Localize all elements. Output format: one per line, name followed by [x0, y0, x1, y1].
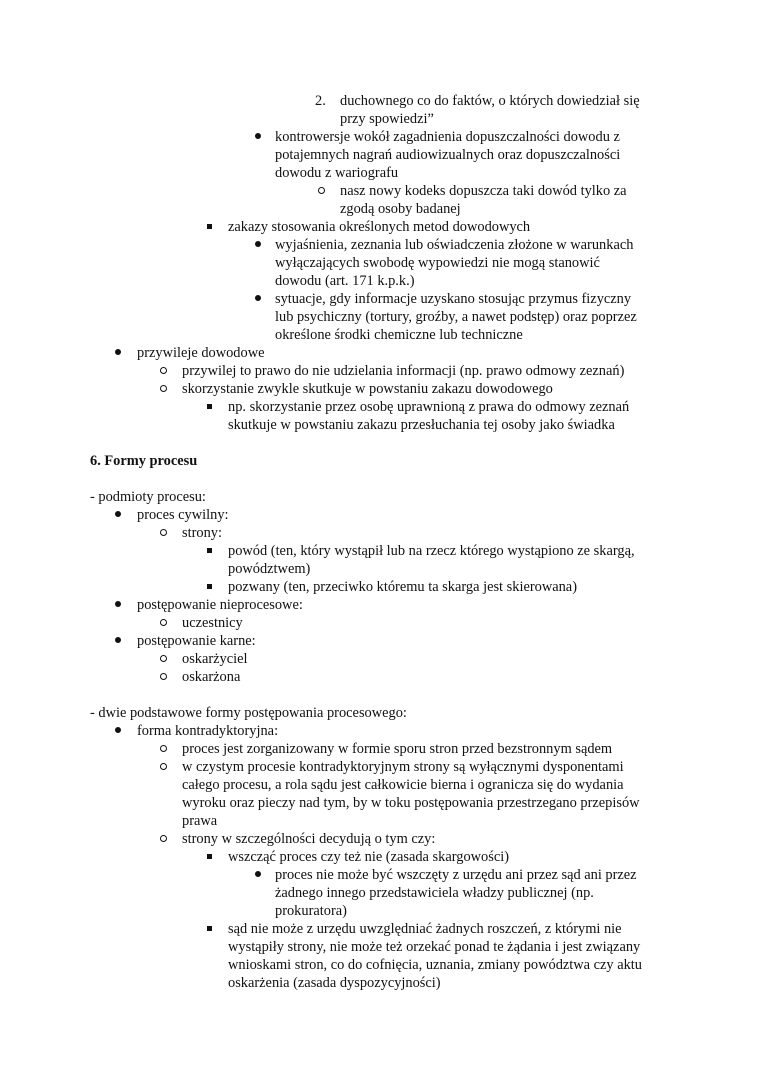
list-item-text: proces cywilny: — [137, 507, 229, 523]
bullet-dot-icon — [115, 637, 121, 643]
bullet-square-icon — [207, 404, 212, 409]
bullet-square-icon — [207, 548, 212, 553]
list-item-text: duchownego co do faktów, o których dowiedział się — [340, 93, 640, 109]
list-item-text: forma kontradyktoryjna: — [137, 723, 279, 739]
bullet-circle-icon — [160, 673, 167, 680]
bullet-circle-icon — [160, 763, 167, 770]
list-item-text: strony: — [182, 525, 222, 541]
list-item-text: sytuacje, gdy informacje uzyskano stosując przymus fizyczny — [275, 291, 632, 307]
list-item-text: dowodu z wariografu — [275, 165, 399, 181]
list-item-text: proces jest zorganizowany w formie sporu stron przed bezstronnym sądem — [182, 741, 613, 757]
list-item-text: wyłączających swobodę wypowiedzi nie mogą stanowić — [275, 255, 600, 271]
list-item-text: zgodą osoby badanej — [340, 201, 461, 217]
list-item-text: pozwany (ten, przeciwko któremu ta skarga jest skierowana) — [228, 579, 577, 595]
bullet-circle-icon — [160, 745, 167, 752]
list-item-text: postępowanie karne: — [137, 633, 256, 649]
list-item-text: potajemnych nagrań audiowizualnych oraz dopuszczalności — [275, 147, 621, 163]
bullet-square-icon — [207, 854, 212, 859]
list-item-text: wystąpiły strony, nie może też orzekać ponad te żądania i jest związany — [228, 939, 641, 955]
list-item-text: - podmioty procesu: — [90, 489, 206, 505]
bullet-circle-icon — [160, 385, 167, 392]
bullet-circle-icon — [160, 835, 167, 842]
list-item-text: wyroku oraz pieczy nad tym, by w toku postępowania przestrzegano przepisów — [182, 795, 640, 811]
list-item-text: wnioskami stron, co do cofnięcia, uznania, zmiany powództwa czy aktu — [228, 957, 642, 973]
bullet-dot-icon — [255, 871, 261, 877]
bullet-dot-icon — [255, 133, 261, 139]
list-item-text: proces nie może być wszczęty z urzędu ani przez sąd ani przez — [275, 867, 637, 883]
list-item-text: prokuratora) — [275, 903, 347, 919]
bullet-circle-icon — [318, 187, 325, 194]
list-item-text: przywileje dowodowe — [137, 345, 265, 361]
list-item-text: uczestnicy — [182, 615, 243, 631]
list-item-text: przywilej to prawo do nie udzielania informacji (np. prawo odmowy zeznań) — [182, 363, 625, 379]
list-item-text: prawa — [182, 813, 218, 829]
list-item-text: zakazy stosowania określonych metod dowodowych — [228, 219, 531, 235]
list-item-text: oskarżyciel — [182, 651, 248, 667]
bullet-dot-icon — [115, 727, 121, 733]
section-heading: 6. Formy procesu — [90, 453, 198, 469]
list-item-text: strony w szczególności decydują o tym czy: — [182, 831, 436, 847]
bullet-circle-icon — [160, 619, 167, 626]
bullet-circle-icon — [160, 367, 167, 374]
bullet-dot-icon — [115, 349, 121, 355]
bullet-square-icon — [207, 224, 212, 229]
list-item-text: skutkuje w powstaniu zakazu przesłuchania tej osoby jako świadka — [228, 417, 615, 433]
list-item-text: powód (ten, który wystąpił lub na rzecz którego wystąpiono ze skargą, — [228, 543, 635, 559]
list-item-text: powództwem) — [228, 561, 311, 577]
bullet-dot-icon — [255, 241, 261, 247]
list-item-text: skorzystanie zwykle skutkuje w powstaniu zakazu dowodowego — [182, 381, 553, 397]
list-number: 2. — [315, 93, 326, 109]
list-item-text: wyjaśnienia, zeznania lub oświadczenia złożone w warunkach — [275, 237, 634, 253]
bullet-dot-icon — [115, 511, 121, 517]
list-item-text: sąd nie może z urzędu uwzględniać żadnych roszczeń, z którymi nie — [228, 921, 622, 937]
list-item-text: w czystym procesie kontradyktoryjnym strony są wyłącznymi dysponentami — [182, 759, 624, 775]
list-item-text: nasz nowy kodeks dopuszcza taki dowód tylko za — [340, 183, 627, 199]
bullet-circle-icon — [160, 655, 167, 662]
list-item-text: żadnego innego przedstawiciela władzy publicznej (np. — [275, 885, 594, 901]
list-item-text: całego procesu, a rola sądu jest całkowicie bierna i ogranicza się do wydania — [182, 777, 624, 793]
list-item-text: - dwie podstawowe formy postępowania procesowego: — [90, 705, 407, 721]
bullet-square-icon — [207, 584, 212, 589]
list-item-text: np. skorzystanie przez osobę uprawnioną z prawa do odmowy zeznań — [228, 399, 630, 415]
list-item-text: dowodu (art. 171 k.p.k.) — [275, 273, 415, 289]
list-item-text: wszcząć proces czy też nie (zasada skargowości) — [228, 849, 510, 865]
bullet-dot-icon — [115, 601, 121, 607]
list-item-text: oskarżona — [182, 669, 241, 685]
list-item-text: postępowanie nieprocesowe: — [137, 597, 303, 613]
list-item-text: kontrowersje wokół zagadnienia dopuszczalności dowodu z — [275, 129, 620, 145]
bullet-circle-icon — [160, 529, 167, 536]
list-item-text: oskarżenia (zasada dyspozycyjności) — [228, 975, 441, 991]
bullet-square-icon — [207, 926, 212, 931]
list-item-text: przy spowiedzi” — [340, 111, 434, 127]
list-item-text: lub psychiczny (tortury, groźby, a nawet podstęp) oraz poprzez — [275, 309, 637, 325]
bullet-dot-icon — [255, 295, 261, 301]
list-item-text: określone środki chemiczne lub techniczne — [275, 327, 523, 343]
